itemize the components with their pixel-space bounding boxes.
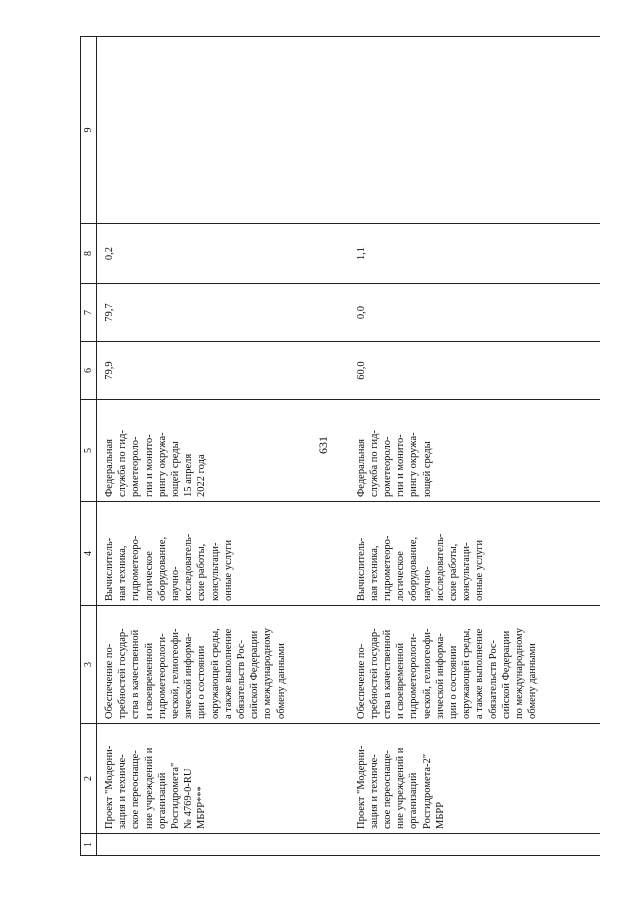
value-cell-col6: 79,9 [97,342,349,400]
value-cell-col7: 79,7 [97,284,349,342]
procurement-cell: Вычислитель- ная техника, гидрометеоро- логическое оборудование, научно- исследователь- ские работы, консультаци- онные услуги [349,502,601,606]
data-table [80,36,600,856]
column-header: 6 [81,342,97,400]
column-header: 3 [81,606,97,724]
column-header: 9 [81,37,97,224]
project-name-cell: Проект "Модерни- зация и техниче- ское переоснаще- ние учреждений и организаций Росгидромета-2" МБРР [349,724,601,834]
value-cell-col8: 0,2 [97,224,349,284]
value-cell-col6: 60,0 [349,342,601,400]
value-cell-col9 [97,37,349,224]
row-index-cell [349,834,601,856]
value-cell-col9 [349,37,601,224]
column-header: 4 [81,502,97,606]
purpose-cell: Обеспечение по- требностей государ- ства в качественной и своевременной гидрометеорологи- ческой, гелиогеофи- зической информа- ции о состоянии окружающей среды, а также выполнение обязательств Рос- сийской Федерации по международному обмену данными [349,606,601,724]
table-row [97,37,349,856]
column-header: 5 [81,400,97,502]
project-name-cell: Проект "Модерни- зация и техниче- ское переоснаще- ние учреждений и организаций Росгидромета" № 4769-0-RU МБРР*** [97,724,349,834]
table-row [349,37,601,856]
value-cell-col7: 0,0 [349,284,601,342]
column-header: 8 [81,224,97,284]
column-header: 1 [81,834,97,856]
executor-cell: Федеральная служба по гид- рометеороло- гии и монито- рингу окружа- ющей среды 15 апреля 2022 года [97,400,349,502]
page-number: 631 [316,436,330,454]
table-header-row [81,37,97,856]
rotated-table-container [80,36,600,856]
row-index-cell [97,834,349,856]
value-cell-col8: 1,1 [349,224,601,284]
column-header: 2 [81,724,97,834]
purpose-cell: Обеспечение по- требностей государ- ства в качественной и своевременной гидрометеорологи- ческой, гелиогеофи- зической информа- ции о состоянии окружающей среды, а также выполнение обязательств Рос- сийской Федерации по международному обмену данными [97,606,349,724]
column-header: 7 [81,284,97,342]
executor-cell: Федеральная служба по гид- рометеороло- гии и монито- рингу окружа- ющей среды [349,400,601,502]
procurement-cell: Вычислитель- ная техника, гидрометеоро- логическое оборудование, научно- исследователь- ские работы, консультаци- онные услуги [97,502,349,606]
